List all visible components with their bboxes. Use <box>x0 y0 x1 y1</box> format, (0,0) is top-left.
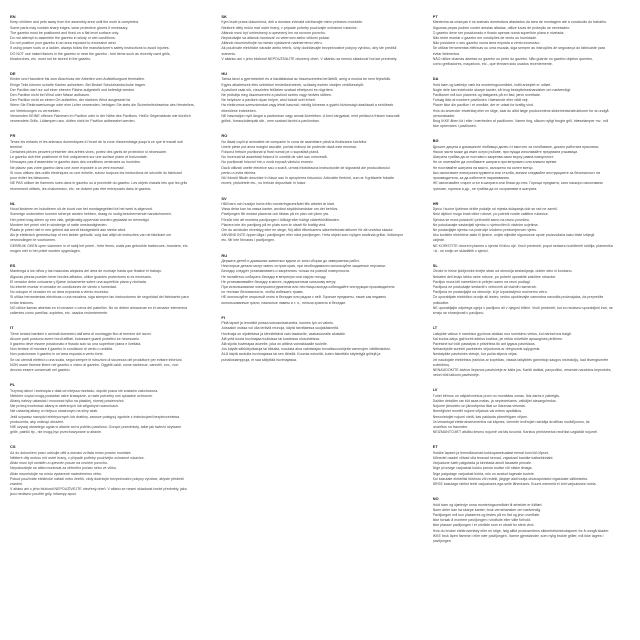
language-section <box>221 253 418 306</box>
language-code: DE <box>10 71 16 77</box>
language-code: BG <box>432 138 439 144</box>
language-section <box>221 196 418 244</box>
instruction-line: GEBRUIK GEEN open vlammen in of nabij het prieel - hete items, zoals pas gebruikte barbecues, branders, etc. <box>10 243 189 248</box>
language-code: DA <box>432 76 439 82</box>
instruction-line: Hoidke lapsed ja lemmikloomad kokkupanekualast eemal kuni töö lõpuni. <box>432 450 550 455</box>
instruction-line: ANVÄND INTE öppen låga i paviljongen eller nära paviljongen. Heta objekt som nyligen använda grillar, lödlampor <box>221 233 403 238</box>
language-code: ET <box>432 444 438 450</box>
language-section <box>221 133 418 186</box>
instruction-line: Trzymaj dzieci i zwierzęta z dala od miejsca montażu, dopóki praca nie zostanie zakończona. <box>10 388 159 393</box>
instruction-line: грилове, горелки и др., не трябва да се съхраняват в шатрата. <box>432 186 538 191</box>
instruction-line: Mantenha as crianças e os animais domésticos afastados da área de montagem até à conclusão do trabalho. <box>432 20 608 25</box>
instruction-line: El cenador debe colocarse y fijarse únicamente sobre una superficie plana y nivelada. <box>10 279 147 284</box>
instruction-line: Pidä lapset ja lemmikit poissa kokoamisalueelta, kunnes työ on valmis. <box>221 321 334 326</box>
instruction-line: Le gazebo doit être positionné et fixé uniquement sur une surface plane et horizontale. <box>10 155 148 160</box>
instruction-line: Forsøg ikke at montere pavillonen i blæsende eller vådt vejr. <box>432 98 529 103</box>
instruction-line: Ärge proovige varjualust kokku panna tuulise või niiske ilmaga. <box>432 466 533 471</box>
instruction-line: Algunas piezas pueden tener bordes afilados, utilice guantes protectores si es necesario. <box>10 274 152 279</box>
instruction-line: Ärge paigutage varjualust kohta, mis on avatud tugevale tuulele. <box>432 471 535 476</box>
language-section <box>433 201 630 254</box>
language-code: NO <box>432 496 439 502</box>
instruction-line: Nebandykite surinkti pavėsinės vėjuotomis ar drėgnomis sąlygomis. <box>432 347 541 352</box>
language-code: SK <box>221 14 227 19</box>
column-left <box>10 14 207 634</box>
instruction-line: verwendete Grills, Lötlampen usw. dürfen nicht im Pavillon aufbewahrt werden. <box>10 119 136 124</box>
instruction-line: V altánku ani v jeho blízkosti NEPOUŽÍVAJTE otvorený oheň. V altánku sa nesmú skladovať horúce predmety. <box>221 56 398 61</box>
instruction-line: Paviljona ne postavljajte na območje, ki je izpostavljeno močnemu vetru. <box>432 290 548 295</box>
instruction-line: Het prieel mag alleen op een vlak, gelijkmatig oppervlak worden geplaatst en bevestigd. <box>10 217 150 222</box>
instruction-line: Некоторые детали могут иметь острые края, при необходимости используйте защитные перчатки. <box>221 264 386 269</box>
language-code: IT <box>10 325 14 331</box>
instruction-line: Egyes alkatrészek éles szélekkel rendelkezhetnek, szükség esetén viseljen védőkesztyűt. <box>221 82 365 87</box>
instruction-line: использованные грили, паяльные лампы и т. п., нельзя хранить в беседке. <box>221 300 347 305</box>
instruction-line: poškodbe. <box>432 300 450 305</box>
instruction-line: Ne placez pas votre gazebo dans une zone exposée à un vent excessif. <box>10 165 125 170</box>
instruction-line: Altánok musí byť umiestnený a upevnený len na rovnom povrchu. <box>221 30 326 35</box>
language-code: FR <box>10 133 16 139</box>
instruction-line: producenta, aby uniknąć obrażeń. <box>10 419 65 424</box>
instruction-line: ikke opbevares i pavillonen. <box>432 124 477 129</box>
instruction-line: Keep children and pets away from the assembly area until the work is completed. <box>10 20 140 25</box>
instruction-line: Ne próbálja meg összeszerelni a pavilont szeles vagy nedves időben. <box>221 93 332 98</box>
instruction-line: evitar ferimentos. <box>432 51 461 56</box>
instruction-line: Als je elektrisch gereedschap of een ladder gebruikt, volg dan altijd de instructies van de fabrikant om <box>10 233 172 238</box>
instruction-line: neturi būti laikomi pavėsinėje. <box>432 373 480 378</box>
language-section <box>10 263 207 316</box>
instruction-line: Unele piese pot avea margini ascuțite, purtați mănuși de protecție dacă este necesar. <box>221 144 357 149</box>
language-section <box>10 133 207 191</box>
instruction-line: Hvis du bruker elektroverktøy eller en stige, følg alltid produsentens sikkerhetsinstruksjoner for å unngå skader. <box>432 528 610 533</box>
instruction-line: Djecu i kućne ljubimce držite podalje od mjesta sklapanja dok se rad ne završi. <box>432 207 558 212</box>
instruction-line: Paviljona ne poskušajte sestaviti v vetrovnih ali vlažnih razmerah. <box>432 284 537 289</box>
instruction-line: pour éviter les blessures. <box>10 176 50 181</box>
language-code: PL <box>10 382 16 388</box>
instruction-line: puhalluslamppuja, ei saa säilyttää huvimajassa. <box>221 357 298 362</box>
instruction-line: Paviljongen får endast placeras och fästas på en plan och jämn yta. <box>221 212 330 217</box>
language-code: FI <box>221 314 225 320</box>
instruction-line: Nekateri deli imajo lahko ostre robove, po potrebi uporabite zaščitne rokavice. <box>432 274 557 279</box>
instruction-line: Il gazebo deve essere posizionato e fissato solo su una superficie piana e livellata. <box>10 341 142 346</box>
instruction-line: производителя, за да избегнете наранявания. <box>432 176 510 181</box>
instruction-line: Niektoré diely môžu mať ostré hrany, v prípade potreby používajte ochranné rukavice. <box>221 25 358 30</box>
instruction-line: Alcune parti possono avere bordi affilati, indossare guanti protettivi se necessario. <box>10 336 140 341</box>
instruction-line: mogen niet in het prieel worden opgeslagen. <box>10 248 81 253</box>
instruction-line: Не се опитвайте да сглобявате шатрата при ветровито или влажно време. <box>432 160 558 165</box>
instruction-line: NE KORISTITE otvoreni plamen u sjenici ili blizu nje. Vrući predmeti, poput nedavno korištenih roštilja, plamenika <box>432 243 613 248</box>
instruction-line: Huvimaja on sijoitettava ja kiinnitettävä vain tasaiselle, vaakasuoralle alustalle. <box>221 331 346 336</box>
instruction-line: Verwenden KEINE offenen Flammen im Pavillon oder in der Nähe des Pavillons. Heiße Gegenstände wie kürzlich <box>10 113 191 118</box>
language-code: SL <box>432 262 438 268</box>
instruction-line: i sl., ne smiju se skladištiti u sjenici. <box>432 248 489 253</box>
instruction-line: blowtorches, etc. must not be stored in the gazebo. <box>10 56 92 61</box>
instruction-line: Varjualune tuleb paigutada ja kinnitada ainult tasasele pinnale. <box>432 461 532 466</box>
instruction-line: Einige Teile können scharfe Kanten aufweisen. Bei Bedarf Schutzhandschuhe tragen. <box>10 82 146 87</box>
instruction-line: Шатрата трябва да се поставя и закрепва само върху равна повърхност. <box>432 155 555 160</box>
language-code: LV <box>432 387 438 393</box>
instruction-line: Altánok neumiestňujte na miesto vystavené nadmernému vetru. <box>221 41 323 46</box>
instruction-line: Älä sijoita huvimajaa alueelle, joka on alttiina voimakkaalle tuulelle. <box>221 341 328 346</box>
instruction-line: IKKE bruk åpen flamme i eller nær paviljongen. Varme gjenstander, som nylig brukte griller, må ikke lagres i <box>432 533 604 538</box>
language-section <box>10 14 207 62</box>
instruction-line: jsou nedávno použité grily, letlampy apod. <box>10 492 77 497</box>
language-code: NL <box>10 200 16 206</box>
language-section <box>433 444 630 487</box>
language-section <box>433 76 630 129</box>
instruction-line: Nojume jānovieto un jānostiprina tikai uz līdzenas virsmas. <box>432 404 526 409</box>
language-section <box>10 325 207 373</box>
instruction-line: Някои части може да имат остри ръбове, при нужда използвайте предпазни ръкавици. <box>432 150 579 155</box>
instruction-line: Jos käytät sähkötyökaluja tai tikkaita, noudata aina valmistajan turvallisuusohjeita vammojen välttämiseksi. <box>221 347 391 352</box>
instruction-line: Některé díly mohou mít ostré hrany, v případě potřeby používejte ochranné rukavice. <box>10 456 145 461</box>
instruction-line: Non posizionare il gazebo in un'area esposta a vento forte. <box>10 352 104 357</box>
instruction-line: Si utiliza herramientas eléctricas o una escalera, siga siempre las instrucciones de seguridad del fabricante para <box>10 295 189 300</box>
instruction-line: Nu încercați să asamblați foișorul în condiții de vânt sau umezeală. <box>221 155 328 160</box>
instruction-line: sužeidimų. <box>432 362 450 367</box>
instruction-line: NO utilice llamas abiertas en el cenador o cerca del pabellón. No se deben almacenar en el cenador elementos <box>10 305 188 310</box>
instruction-line: Ако използвате електроинструменти или стълба, винаги следвайте инструкциите за безопасност на <box>432 170 601 175</box>
instruction-line: Laikykite vaikus ir naminius gyvūnus atokiau nuo surinkimo vietos, kol darbai bus baigti. <box>432 331 572 336</box>
instruction-line: Če uporabljate električno orodje ali lestev, vedno upoštevajte varnostna navodila proizvajalca, da preprečite <box>432 295 604 300</box>
instruction-line: Dažām detaļām var būt asas malas, ja nepieciešams, valkājiet aizsargcimdus. <box>432 399 557 404</box>
instruction-line: NEIZMANTOJIET atklātu liesmu nojumē vai tās tuvumā. Karstus priekšmetus nedrīkst uzglabāt nojumē. <box>432 430 598 435</box>
instruction-line: Do not attempt to assemble the gazebo in windy or wet conditions. <box>10 36 116 41</box>
instruction-line: Nu poziționați foișorul într-o zonă expusă vântului excesiv. <box>221 160 314 165</box>
instruction-line: um Verletzungen zu vermeiden. <box>10 108 61 113</box>
instruction-line: Paviljon mora biti nameščen in pritrjen samo na ravni podlagi. <box>432 279 531 284</box>
instruction-line: Kinder und Haustiere bis zum Abschluss der Arbeiten vom Aufstellungsort fernhalten. <box>10 77 146 82</box>
instruction-line: Kui kasutate elektrilisi tööriistu või redelit, järgige alati tootja ohutusjuhiseid vigastuste vältimiseks. <box>432 476 589 481</box>
instruction-line: Ikke plasser paviljongen i et område som er utsatt for sterk vind. <box>432 523 535 528</box>
language-code: HU <box>221 71 228 77</box>
instruction-line: Jeśli używasz narzędzi elektrycznych lub drabiny, zawsze postępuj zgodnie z instrukcjami bezpieczeństwa <box>10 414 180 419</box>
instruction-line: Jei naudojate elektrinius įrankius ar kopėčias, visada laikykitės gamintojo saugos instrukcijų, kad išvengtumėte <box>432 357 609 362</box>
instruction-line: Den Pavillon nicht an einem Ort aufstellen, der starkem Wind ausgesetzt ist. <box>10 98 132 103</box>
instruction-line: Ne pokušavajte sastavljati sjenicu u vjetrovitim ili vlažnim uvjetima. <box>432 222 539 227</box>
instruction-line: elkerülése érdekében. <box>221 108 257 113</box>
instruction-line: Až do dokončení prací udržujte děti a domácí zvířata mimo prostor montáže. <box>10 450 132 455</box>
instruction-line: Ne helyezze a pavilont olyan helyre, ahol túlzott szél érheti. <box>221 98 316 103</box>
instruction-line: НЕ използвайте открит огън в шатрата или близо до нея. Горещи предмети, като наскоро използвани <box>432 181 603 186</box>
instruction-line: Non tentare di montare il gazebo in condizioni di vento o umidità. <box>10 347 114 352</box>
instruction-line: Mantenga a los niños y las mascotas alejados del área de montaje hasta que finalice el trabajo. <box>10 269 162 274</box>
instruction-line: Nepokúšajte sa altánok montovať vo veternom alebo vlhkom počasí. <box>221 36 331 41</box>
language-section <box>221 315 418 363</box>
instruction-line: Не устанавливайте беседку в месте, подверженном сильному ветру. <box>221 279 337 284</box>
instruction-line: NENAUDOKITE atviros liepsnos pavėsinėje ar šalia jos. Karšti daiktai, pavyzdžiui, neseniai naudotos kepsninės, <box>432 368 612 372</box>
language-section <box>10 382 207 435</box>
instruction-line: calientes como parrillas, sopletes, etc. usados recientemente. <box>10 310 109 315</box>
instruction-line: Nie ustawiaj altany w miejscu narażonym na silny wiatr. <box>10 409 99 414</box>
instruction-line: Hold børn og kæledyr væk fra monteringsområdet, indtil arbejdet er udført. <box>432 82 552 87</box>
instruction-line: récemment utilisés, les chalumeaux, etc. ne doivent pas être entreposés dans le gazebo. <box>10 186 152 191</box>
instruction-line: Älä yritä koota huvimajaa tuulisissa tai kosteissa olosuhteissa. <box>221 336 321 341</box>
instruction-line: zranění. <box>10 482 23 487</box>
instruction-line: devono essere conservati nel gazebo. <box>10 368 71 372</box>
instruction-line: NÃO utilize chamas abertas no gazebo ou perto do gazebo. Não guarde no gazebo objetos quentes, <box>432 56 593 61</box>
language-code: ES <box>10 262 16 268</box>
instruction-line: NIE używaj otwartego ognia w altanie ani w pobliżu pawilonu. Gorące przedmioty, takie jak świeżo używane <box>10 425 182 430</box>
instruction-line: Niektóre części mogą posiadać ostre krawędzie, w razie potrzeby noś rękawice ochronne. <box>10 393 154 398</box>
instruction-line: Placera inte din paviljong på en plats som är utsatt för kraftig vind. <box>221 222 327 227</box>
instruction-line: grillek, forrasztólámpák stb., nem szabad tárolni a pavilonban. <box>221 119 320 124</box>
instruction-line: Ha elektromos szerszámokat vagy létrát használ, mindig kövesse a gyártó biztonsági utasításait a sérülések <box>221 103 394 108</box>
language-code: RO <box>221 133 228 139</box>
language-section <box>433 14 630 67</box>
instruction-line: Ak používate elektrické náradie alebo rebrík, vždy dodržiavajte bezpečnostné pokyny výrobcu, aby ste predišli <box>221 46 397 51</box>
instruction-line: Nepokoušejte se altán montovat za větrného počasí nebo ve vlhku. <box>10 466 117 471</box>
instruction-line: Håll barn och husdjur borta från monteringsområdet tills arbetet är klart. <box>221 201 335 206</box>
instruction-line: DO NOT use naked flames in the gazebo or near the gazebo - fold items such as recently used grills, <box>10 51 171 56</box>
instruction-line: grille, palniki itp., nie mogą być przechowywane w altanie. <box>10 430 102 435</box>
instruction-line: Tenez les enfants et les animaux domestiques à l'écart de la zone d'assemblage jusqu'à ce que le travail soit <box>10 139 183 144</box>
language-section <box>433 263 630 316</box>
instruction-line: If using power tools or a ladder, always follow the manufacturer's safety instructions to avoid injuries. <box>10 46 170 51</box>
instruction-line: Do not position your gazebo in an area exposed to excessive wind. <box>10 41 117 46</box>
instruction-line: ÄRGE kasutage lahtist leeki varjualuses ega selle läheduses. Kuumi esemeid ei tohi varjualuses hoida. <box>432 482 597 487</box>
language-code: HR <box>432 200 439 206</box>
instruction-line: Kým bude práca dokončená, deti a domáce zvieratá udržiavajte mimo priestoru montáže. <box>221 20 364 25</box>
instruction-line: Держите детей и домашних животных вдали от зоны сборки до завершения работ. <box>221 258 360 263</box>
instruction-line: НЕ используйте открытый огонь в беседке или рядом с ней. Горячие предметы, такие как недавно <box>221 295 387 300</box>
language-code: SV <box>221 195 227 201</box>
language-section <box>10 444 207 497</box>
instruction-line: Si vous utilisez des outils électriques ou une échelle, suivez toujours les instructions de sécurité du fabricant <box>10 170 182 175</box>
instruction-line: N'essayez pas d'assembler le gazebo dans des conditions venteuses ou humides. <box>10 160 141 165</box>
instruction-line: Se usi utensili elettrici o una scala, segui sempre le istruzioni di sicurezza del produttore per evitare infortuni. <box>10 357 183 362</box>
language-section <box>433 387 630 435</box>
instruction-line: Pavėsinė turi būti pastatyta ir pritvirtinta tik ant lygaus paviršiaus. <box>432 341 536 346</box>
instruction-line: Nenovietojiet nojumi vietā, kas pakļauta pārmērīgam vējam. <box>432 414 528 419</box>
instruction-line: Ikke forsøk å montere paviljongen i vindfulle eller våte forhold. <box>432 518 532 523</box>
language-code: CS <box>10 444 16 450</box>
language-section <box>10 201 207 254</box>
instruction-line: ozljede. <box>432 238 446 243</box>
instruction-line: Försök inte att montera paviljongen i blåsigt eller fuktigt väderförhållanden. <box>221 217 340 222</box>
language-code: LT <box>432 325 438 331</box>
instruction-line: Vissa delar kan ha vassa kanter, använd skyddshandskar om det behövs. <box>221 207 339 212</box>
instruction-line: Paviljongen må kun plasseres og festes på en flat og jevn overflate. <box>432 513 541 518</box>
instruction-line: pentru a evita rănirea. <box>221 170 257 175</box>
language-section <box>221 14 418 62</box>
instruction-line: Certaines pièces peuvent présenter des arêtes vives, portez des gants de protection si nécessaire. <box>10 150 168 155</box>
instruction-line: Algumas peças podem conter arestas afiadas, utilize luvas de proteção se necessário. <box>432 25 571 30</box>
instruction-line: como grelhadores, maçaricos, etc., que tenham sido usados recentemente. <box>432 62 553 67</box>
instruction-line: Nu lăsați copiii și animalele de companie în zona de asamblare până la finalizarea lucrărilor. <box>221 139 368 144</box>
instruction-line: Tiene lontani bambini e animali domestici dall'area di montaggio fino al termine dei lavori. <box>10 331 152 336</box>
instruction-line: Kai kurios dalys gali turėti aštrius kraštus, jei reikia mūvėkite apsaugines pirštines. <box>432 336 563 341</box>
instruction-line: Om du använder elverktyg eller en stege, följ alltid tillverkarens säkerhetsinstruktioner för att undvika skador. <box>221 227 394 232</box>
instruction-line: Turiet bērnus un mājdzīvniekus prom no montāžas zonas, līdz darbs ir pabeigts. <box>432 393 560 398</box>
instruction-line: Der Pavillon darf nur auf einer ebenen Fläche aufgestellt und befestigt werden. <box>10 87 136 92</box>
language-section <box>221 71 418 124</box>
language-section <box>433 138 630 191</box>
language-section <box>433 325 630 378</box>
instruction-line: Den Pavillon nicht bei Wind oder Nässe aufbauen. <box>10 93 91 98</box>
instruction-line: NE uporabljajte odprtega ognja v paviljonu ali v njegovi bližini. Vroči predmeti, kot so nedavno uporabljeni žari, ne <box>432 305 613 310</box>
instruction-line: При использовании электроинструментов или лестницы всегда соблюдайте инструкции производителя <box>221 284 395 289</box>
instruction-line: Plaats je prieel niet in een gebied dat wordt blootgesteld aan sterke wind. <box>10 227 127 232</box>
instruction-line: Nestatykite pavėsinės vietoje, kur pučia stiprus vėjas. <box>432 352 518 357</box>
language-code: PT <box>432 14 438 19</box>
instruction-line: Не поставяйте шатрата на място, изложено на силен вятър. <box>432 165 534 170</box>
instruction-line: Neki dijelovi mogu imati oštre rubove, po potrebi nosite zaštitne rukavice. <box>432 212 549 217</box>
instruction-line: Brug IKKE åben ild i eller i nærheden af pavillonen. Varme ting, såsom nyligt brugte grill, blæselamper mv., må <box>432 119 609 124</box>
instruction-line: Houd kinderen en huisdieren uit de buurt van het montagegebied tot het werk is afgerond. <box>10 207 153 212</box>
instruction-line: Foișorul trebuie poziționat și fixat numai pe o suprafață plană. <box>221 150 320 155</box>
instruction-line: Hold barn og kjæledyr unna monteringsområdet til arbeidet er fullført. <box>432 502 543 507</box>
instruction-line: NU folosiți flăcări deschise în foișor sau în apropierea foișorului. Articolele fierbinți, cum ar fi grătarele folosite <box>221 176 395 181</box>
instruction-line: ÄLÄ käytä avotulta huvimajassa tai sen lähellä. Kuumia esineitä, kuten äskettäin käytettyjä grillejä ja <box>221 352 381 357</box>
instruction-line: Altanę należy ustawiać i mocować tylko na płaskiej, równej powierzchni. <box>10 399 125 404</box>
instruction-line: Se utilizar ferramentas elétricas ou uma escada, siga sempre as instruções de segurança do fabricante para <box>432 46 606 51</box>
language-code: RU <box>221 252 228 258</box>
instruction-line: Ja izmantojat elektroinstrumentus vai kāpnes, vienmēr ievērojiet ražotāja drošības norādījumus, lai <box>432 419 590 424</box>
instruction-line: Pokud používáte elektrické nářadí nebo žebřík, vždy dodržujte bezpečnostní pokyny výrobce, abyste předešli <box>10 476 184 481</box>
instruction-line: V altánu ani v jeho blízkosti NEPOUŽÍVEJTE otevřený oheň. V altánu se nesmí skladovat horké předměty, jako <box>10 487 187 492</box>
column-right <box>433 14 630 634</box>
instruction-line: Mõnedel osadel võivad olla teravad servad, vajadusel kandke kaitsekindaid. <box>432 456 554 461</box>
instruction-line: terminé. <box>10 144 23 149</box>
instruction-line: Не пытайтесь собирать беседку в ветреную или сырую погоду. <box>221 274 327 279</box>
language-section <box>10 71 207 124</box>
instruction-line: Ne postavljajte sjenicu na područje izloženo prekomjernom vjetru. <box>432 227 538 232</box>
instruction-line: Дръжте децата и домашните любимци далеч от мястото за сглобяване, докато работата приключи. <box>432 144 600 149</box>
instruction-line: Noen deler kan ha skarpe kanter, bruk vernehansker om nødvendig. <box>432 507 542 512</box>
instruction-line: NON usare fiamme libere nel gazebo o vicino al gazebo. Oggetti caldi, come barbecue, cannelli, ecc., non <box>10 362 179 367</box>
instruction-line: zraneniu. <box>221 51 237 56</box>
language-section <box>433 496 630 544</box>
instruction-line: paviljongen. <box>432 539 452 544</box>
instruction-line: NE használjon nyílt lángot a pavilonban vagy annak közelében. A forró tárgyakat, mint például a frissen használt <box>221 113 400 118</box>
instruction-line: Altán musí být umístěn a upevněn pouze na rovném povrchu. <box>10 461 108 466</box>
instruction-line: izvairītos no traumām. <box>432 425 469 430</box>
instruction-line: etc. får inte förvaras i paviljongen. <box>221 238 276 243</box>
instruction-line: Беседку следует устанавливать и закреплять только на ровной поверхности. <box>221 269 351 274</box>
instruction-line: evitar lesiones. <box>10 300 34 305</box>
instruction-line: Sommige onderdelen kunnen scherpe randen hebben, draag zo nodig beschermende handschoenen. <box>10 212 173 217</box>
instruction-line: Tartsa távol a gyermekeket és a háziállatokat az összeszerelési területtől, amíg a munka be nem fejeződik. <box>221 77 392 82</box>
instruction-line: Otroke in hišne ljubljenčke imejte stran od območja sestavljanja, dokler delo ni končano. <box>432 269 573 274</box>
instruction-line: Nie próbuj montować altany w wietrznych lub wilgotnych warunkach. <box>10 404 119 409</box>
instruction-line: No coloque el cenador en un área expuesta a viento excesivo. <box>10 290 110 295</box>
instruction-line: Joissakin osissa voi olla teräviä reunoja, käytä tarvittaessa suojakäsineitä. <box>221 326 339 331</box>
instruction-line: Ako koristite električne alate ili ljestve, uvijek slijedite sigurnosne upute proizvođača kako biste izbjegli <box>432 233 595 238</box>
column-middle <box>221 14 418 634</box>
instruction-line: Nemēģiniet montēt nojumi vējainos vai mitros apstākļos. <box>432 409 523 414</box>
instruction-line: Pavillonen må kun placeres og fastgøres på en flad, jævn overflade. <box>432 93 541 98</box>
instruction-line: по технике безопасности, чтобы избежать травм. <box>221 290 304 295</box>
instruction-line: Monteer het prieel niet in winderige of natte omstandigheden. <box>10 222 108 227</box>
instruction-line: Não tente montar o gazebo em condições de vento ou humidade. <box>432 36 537 41</box>
instruction-line: Nogle dele kan indeholde skarpe kanter, så brug beskyttelseshandsker om nødvendigt. <box>432 87 572 92</box>
instruction-line: O gazebo deve ser posicionado e fixado apenas numa superfície plana e nivelada. <box>432 30 565 35</box>
instruction-line: Sjenica se mora postaviti i pričvrstiti samo na ravnu površinu. <box>432 217 530 222</box>
instruction-line: verwondingen te voorkomen. <box>10 238 57 243</box>
instruction-line: No intente montar el cenador en condiciones de viento o humedad. <box>10 284 117 289</box>
instruction-line: Wenn Sie Elektrowerkzeuge oder eine Leiter verwenden, befolgen Sie stets die Sicherheitshinweise des Herstellers, <box>10 103 195 108</box>
instruction-line: Placer ikke din pavillon i et område, der er udsat for kraftig vind. <box>432 103 534 108</box>
instruction-line: NE PAS utiliser de flammes nues dans le gazebo ou à proximité du gazebo. Les objets chauds tels que les grils <box>10 181 188 186</box>
instruction-line: smejo se shranjevati v paviljonu. <box>432 310 485 315</box>
language-code: EN <box>10 14 16 19</box>
instruction-line: recent, pistoletele etc., nu trebuie depozitate în foișor. <box>221 181 307 186</box>
instruction-line: personskader. <box>432 113 456 118</box>
instruction-line: Altán neumisťujte na místo vystavené nadměrnému větru. <box>10 471 103 476</box>
instruction-line: A pavilont csak sík, vízszintes felületen szabad elhelyezni és rögzíteni. <box>221 87 334 92</box>
instruction-line: Hvis du anvender elværktøj eller en stige, skal du altid følge producentens sikkerhedsinstruktioner for at undgå <box>432 108 609 113</box>
instruction-line: Dacă utilizați unelte electrice sau o scară, urmați întotdeauna instrucțiunile de siguranță ale producătorului <box>221 165 390 170</box>
instruction-line: Não posicione o seu gazebo numa área exposta a vento excessivo. <box>432 41 541 46</box>
instruction-line: The gazebo must be positioned and fixed on a flat level surface only. <box>10 30 120 35</box>
instruction-line: Some parts may contain sharp edges, wear protective gloves if necessary. <box>10 25 129 30</box>
